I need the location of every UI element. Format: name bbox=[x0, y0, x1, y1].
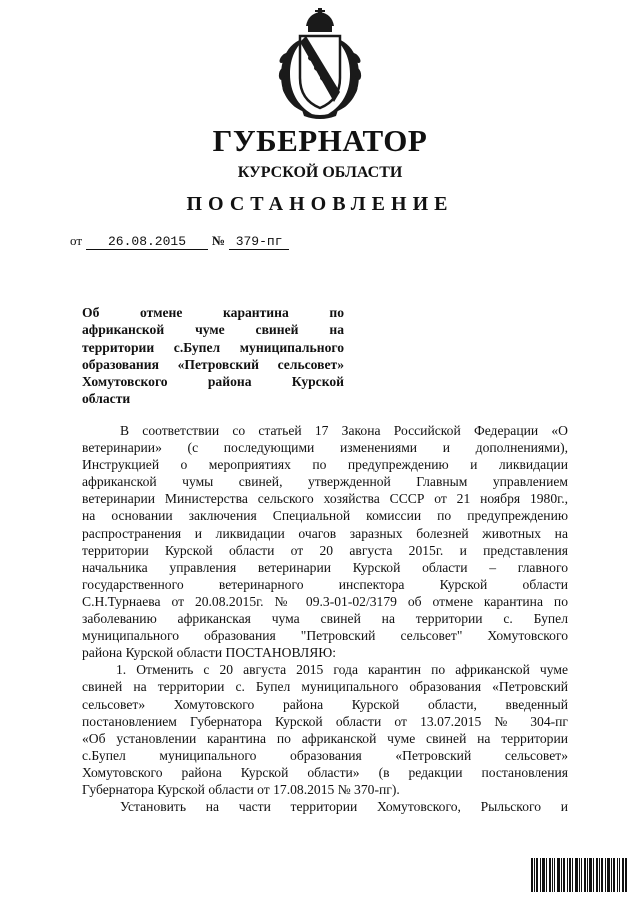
issuer-region: КУРСКОЙ ОБЛАСТИ bbox=[237, 164, 403, 181]
body-line: муниципального образования "Петровский сельсовет" Хомутовского bbox=[82, 628, 568, 644]
body-line: Установить на части территории Хомутовского, Рыльского и bbox=[120, 799, 568, 815]
subject-line: области bbox=[82, 391, 131, 407]
body-line: сельсовет» Хомутовского района Курской области, введенный bbox=[82, 696, 568, 712]
document-subject bbox=[82, 304, 344, 408]
body-line: Инструкцией о мероприятиях по предупреждению и ликвидации bbox=[82, 457, 568, 473]
subject-line: образования «Петровский сельсовет» bbox=[82, 356, 344, 372]
date-label: от bbox=[70, 233, 83, 248]
body-line: свиней на территории с. Бупел муниципального образования «Петровский bbox=[82, 679, 568, 695]
body-line: «Об установлении карантина по африканской чуме свиней на территории bbox=[82, 730, 568, 746]
subject-line: Хомутовского района Курской bbox=[82, 374, 344, 390]
body-line: ветеринарии Министерства сельского хозяйства СССР от 21 ноября 1980г., bbox=[82, 491, 568, 507]
body-line: с.Бупел муниципального образования «Петровский сельсовет» bbox=[82, 747, 568, 763]
number-value: 379-пг bbox=[229, 234, 289, 250]
body-line: 1. Отменить с 20 августа 2015 года карантин по африканской чуме bbox=[116, 662, 568, 678]
coat-of-arms-emblem bbox=[272, 8, 368, 120]
subject-line: африканской чуме свиней на bbox=[82, 322, 344, 338]
barcode-icon bbox=[531, 858, 627, 892]
document-body bbox=[82, 422, 568, 815]
body-line: государственного ветеринарного инспектора Курской области bbox=[82, 576, 568, 592]
body-line: В соответствии со статьей 17 Закона Российской Федерации «О bbox=[120, 423, 568, 438]
body-line: территории Курской области от 20 августа 2015г. и представления bbox=[82, 542, 568, 558]
document-type: ПОСТАНОВЛЕНИЕ bbox=[186, 193, 454, 215]
body-line: начальника управления ветеринарии Курской области – главного bbox=[82, 559, 568, 575]
body-line: района Курской области ПОСТАНОВЛЯЮ: bbox=[82, 645, 337, 661]
body-line: заболеванию африканская чума свиней на территории с. Бупел bbox=[82, 611, 568, 627]
registration-line bbox=[70, 232, 289, 250]
subject-line: территории с.Бупел муниципального bbox=[82, 339, 344, 355]
body-line: постановлением Губернатора Курской области от 13.07.2015 № 304-пг bbox=[82, 713, 568, 729]
body-line: на основании заключения Специальной комиссии по предупреждению bbox=[82, 508, 568, 524]
body-line: африканской чумы свиней, утвержденной Главным управлением bbox=[82, 474, 568, 490]
subject-line: Об отмене карантина по bbox=[82, 305, 344, 320]
body-line: С.Н.Турнаева от 20.08.2015г. № 09.3-01-02/3179 об отмене карантина по bbox=[82, 593, 568, 609]
number-label: № bbox=[212, 233, 226, 248]
body-line: Хомутовского района Курской области» (в редакции постановления bbox=[82, 764, 568, 780]
date-value: 26.08.2015 bbox=[86, 234, 208, 250]
body-line: распространения и ликвидации очагов заразных болезней животных на bbox=[82, 525, 568, 541]
body-line: Губернатора Курской области от 17.08.2015 № 370-пг). bbox=[82, 781, 400, 797]
issuer-title: ГУБЕРНАТОР bbox=[212, 123, 428, 158]
body-line: ветеринарии» (с последующими изменениями и дополнениями), bbox=[82, 440, 568, 456]
